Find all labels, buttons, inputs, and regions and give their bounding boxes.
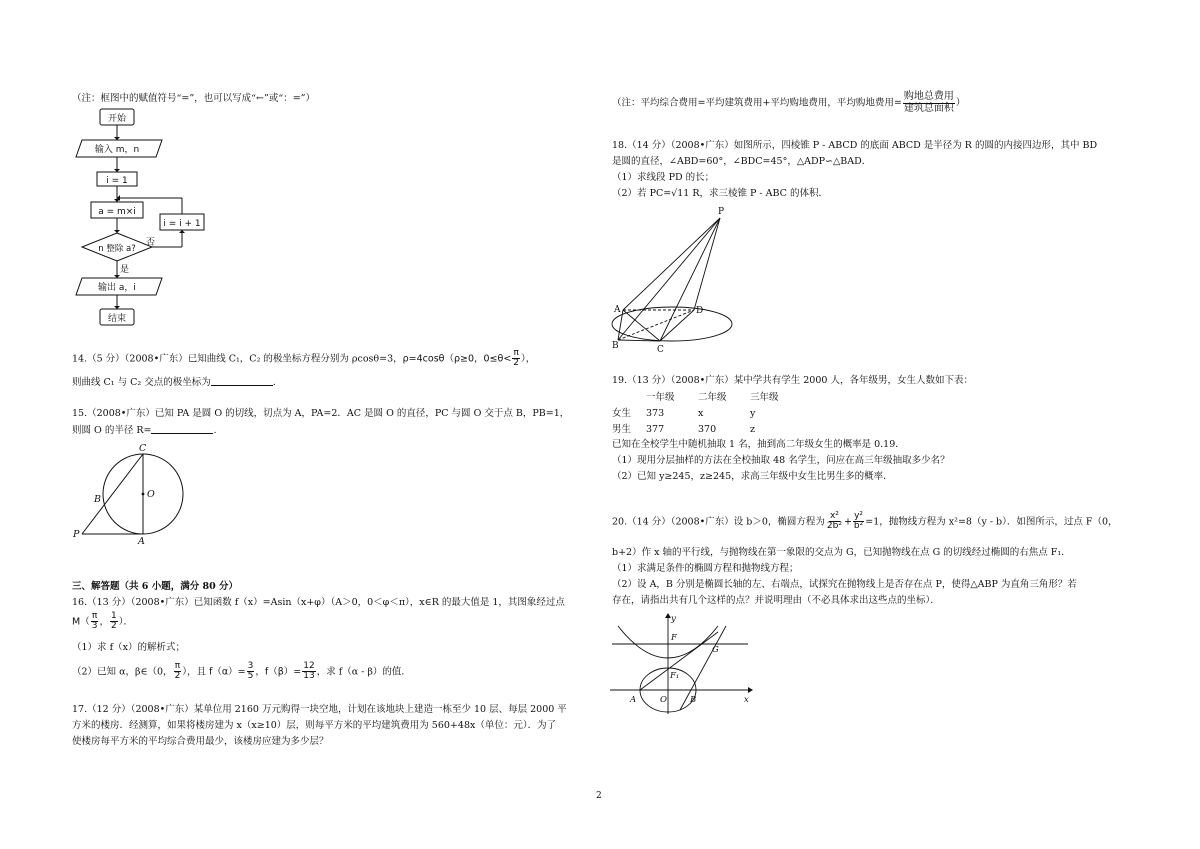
q20-line2: b+2）作 x 轴的平行线，与抛物线在第一象限的交点为 G，已知抛物线在点 G 的切线经过椭圆的右焦点 F₁． [612, 547, 1071, 558]
flowchart-init-text: i = 1 [106, 176, 128, 186]
flowchart-output-text: 输出 a，i [98, 283, 136, 293]
q20-label-o: O [660, 695, 667, 705]
q20-line1: 20.（14 分）（2008•广东）设 b＞0，椭圆方程为 $\frac{\text{x²}}{\text{2b²}}$ + $\frac{\text{y²}}{\text{b²}}$ =1，抛物线方程为 x²=8（y - b）．如图所示，过点 F（0， [612, 511, 1118, 532]
q19-part2: （2）已知 y≥245，z≥245，求高三年级中女生比男生多的概率． [612, 471, 893, 482]
table-cell: 女生 [612, 407, 632, 419]
q18-part2: （2）若 PC=√11 R，求三棱锥 P - ABC 的体积． [612, 188, 828, 199]
table-header-row [612, 390, 802, 406]
section-header: 三、解答题（共 6 小题，满分 80 分） [72, 581, 239, 592]
q15-label-o: O [147, 489, 155, 500]
q15-label-c: C [139, 443, 147, 454]
flowchart-input-text: 输入 m，n [94, 145, 140, 155]
table-cell: 370 [698, 423, 717, 435]
flowchart-diagram [70, 106, 210, 328]
q17-line2: 方米的楼房．经测算，如果将楼房建为 x（x≥10）层，则每平方米的平均建筑费用为 560+48x（单位：元）．为了 [72, 720, 557, 731]
table-row [612, 422, 802, 438]
table-cell: x [698, 407, 704, 419]
q17-line3: 使楼房每平方米的平均综合费用最少，该楼房应建为多少层？ [72, 736, 329, 747]
q14-answer-blank[interactable] [211, 375, 273, 386]
table-cell: 377 [646, 423, 665, 435]
table-cell: y [750, 407, 756, 419]
flowchart-yes-label: 是 [120, 265, 130, 275]
q17-line1: 17.（12 分）（2008•广东）某单位用 2160 万元购得一块空地，计划在该地块上建造一栋至少 10 层、每层 2000 平 [72, 704, 567, 715]
q20-label-y: y [671, 614, 676, 624]
q15-label-b: B [94, 494, 101, 505]
flowchart-no-label: 否 [146, 238, 156, 248]
q15-line1: 15.（2008•广东）已知 PA 是圆 O 的切线，切点为 A，PA=2．AC 是圆 O 的直径，PC 与圆 O 交于点 B，PB=1， [72, 408, 570, 419]
q20-label-g: G [712, 645, 719, 655]
q20-part2b: 存在，请指出共有几个这样的点？并说明理由（不必具体求出这些点的坐标）． [612, 595, 940, 606]
table-header-cell: 一年级 [646, 391, 675, 403]
q15-circle-diagram [70, 440, 190, 550]
q18-label-c: C [657, 345, 664, 355]
table-header-cell: 二年级 [698, 391, 727, 403]
table-row [612, 406, 802, 422]
q18-label-p: P [718, 207, 725, 217]
q20-part1: （1）求满足条件的椭圆方程和抛物线方程； [612, 563, 799, 574]
flowchart-condition-text: n 整除 a? [98, 244, 136, 254]
q20-part2: （2）设 A，B 分别是椭圆长轴的左、右端点，试探究在抛物线上是否存在点 P，使得△ABP 为直角三角形？若 [612, 579, 1077, 590]
table-cell: 男生 [612, 423, 632, 435]
q15-line2: 则圆 O 的半径 R= . [72, 425, 217, 436]
q16-part2: （2）已知 α，β∈（0， $\frac{\pi}{2}$ ），且 f（α）= $\frac{3}{5}$ ，f（β）= $\frac{12}{13}$ ，求 f（α - β）的值． [72, 661, 411, 682]
flowchart-note: （注：框图中的赋值符号“=”，也可以写成“←”或“：=”） [72, 93, 316, 104]
q18-part1: （1）求线段 PD 的长； [612, 172, 715, 183]
q20-ellipse-parabola-diagram [608, 612, 754, 716]
q18-line2: 是圆的直径，∠ABD=60°，∠BDC=45°，△ADP∽△BAD． [612, 156, 872, 167]
cost-note: （注：平均综合费用=平均建筑费用+平均购地费用，平均购地费用= $\frac{\text{购地总费用}}{\text{建筑总面积}}$ ） [612, 91, 966, 114]
q16-line1: 16.（13 分）（2008•广东）已知函数 f（x）=Asin（x+φ）（A＞0，0＜φ＜π），x∈R 的最大值是 1，其图象经过点 [72, 597, 565, 608]
q18-label-d: D [696, 306, 704, 316]
q19-part1: （1）现用分层抽样的方法在全校抽取 48 名学生，问应在高三年级抽取多少名？ [612, 455, 950, 466]
table-header-cell: 三年级 [750, 391, 779, 403]
q18-line1: 18.（14 分）（2008•广东）如图所示，四棱锥 P - ABCD 的底面 ABCD 是半径为 R 的圆的内接四边形，其中 BD [612, 140, 1098, 151]
page-number: 2 [596, 791, 602, 801]
q20-label-f1: F₁ [670, 671, 680, 681]
q20-label-b: B [690, 695, 697, 705]
q18-label-a: A [614, 305, 621, 315]
table-cell: 373 [646, 407, 665, 419]
q20-label-x: x [744, 695, 749, 705]
flowchart-increment-text: i = i + 1 [163, 219, 201, 229]
table-header-cell [612, 390, 646, 406]
q19-table [612, 390, 802, 438]
table-cell: z [750, 423, 756, 435]
q14-line2: 则曲线 C₁ 与 C₂ 交点的极坐标为 . [72, 377, 276, 388]
q15-label-p: P [73, 529, 80, 540]
q16-part1: （1）求 f（x）的解析式； [72, 642, 185, 653]
q19-line1: 19.（13 分）（2008•广东）某中学共有学生 2000 人，各年级男，女生人数如下表： [612, 375, 973, 386]
q14-line1: 14.（5 分）（2008•广东）已知曲线 C₁，C₂ 的极坐标方程分别为 ρcosθ=3，ρ=4cosθ（ρ≥0，0≤θ< $\frac{\pi}{2}$ ）， [72, 348, 536, 369]
q15-answer-blank[interactable] [151, 423, 213, 434]
q20-label-a: A [630, 695, 637, 705]
q18-pyramid-diagram [608, 198, 738, 358]
q15-label-a: A [138, 536, 145, 547]
flowchart-start-text: 开始 [107, 114, 127, 124]
flowchart-assign-text: a = m×i [98, 207, 136, 217]
q18-label-b: B [612, 341, 619, 351]
q16-point: M（ $\frac{\pi}{3}$ ， $\frac{1}{2}$ ）． [72, 611, 133, 632]
flowchart-end-text: 结束 [107, 314, 127, 324]
q19-line2: 已知在全校学生中随机抽取 1 名，抽到高二年级女生的概率是 0.19． [612, 439, 905, 450]
q20-label-f: F [671, 633, 677, 643]
